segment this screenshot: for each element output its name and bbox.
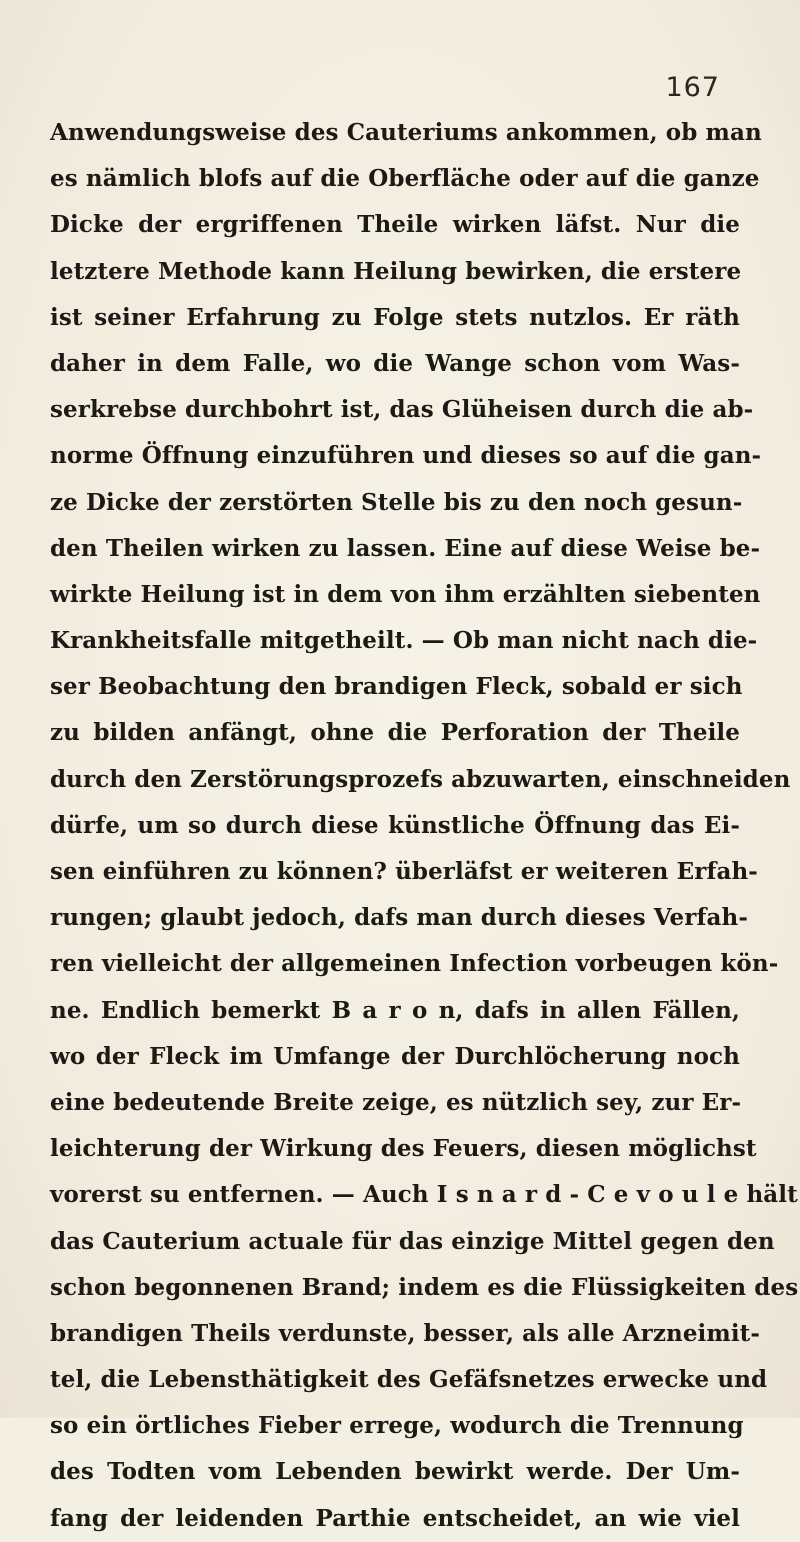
text-line-20: ne. Endlich bemerkt B a r o n, dafs in allen Fällen,: [50, 996, 740, 1024]
body-text: [50, 110, 799, 1542]
text-line-30: des Todten vom Lebenden bewirkt werde. Der Um-: [50, 1458, 740, 1486]
text-line-15: durch den Zerstörungsprozefs abzuwarten, einschneiden: [50, 765, 791, 793]
page-number: 167: [665, 72, 720, 103]
text-line-25: das Cauterium actuale für das einzige Mittel gegen den: [50, 1227, 775, 1255]
text-line-14: zu bilden anfängt, ohne die Perforation der Theile: [50, 719, 740, 747]
text-line-17: sen einführen zu können? überläfst er weiteren Erfah-: [50, 858, 758, 885]
text-line-31: fang der leidenden Parthie entscheidet, an wie viel: [50, 1504, 740, 1532]
text-line-28: tel, die Lebensthätigkeit des Gefäfsnetzes erwecke und: [50, 1366, 768, 1394]
text-line-13: ser Beobachtung den brandigen Fleck, sobald er sich: [50, 673, 743, 701]
text-line-12: Krankheitsfalle mitgetheilt. — Ob man nicht nach die-: [50, 627, 758, 655]
text-line-26: schon begonnenen Brand; indem es die Flüssigkeiten des: [50, 1273, 799, 1301]
text-line-2: es nämlich blofs auf die Oberfläche oder auf die ganze: [50, 165, 760, 193]
text-line-1: Anwendungsweise des Cauteriums ankommen, ob man: [50, 119, 762, 146]
text-line-22: eine bedeutende Breite zeige, es nützlich sey, zur Er-: [50, 1088, 742, 1116]
text-line-21: wo der Fleck im Umfange der Durchlöcherung noch: [50, 1042, 740, 1070]
text-line-16: dürfe, um so durch diese künstliche Öffnung das Ei-: [50, 811, 740, 839]
text-line-18: rungen; glaubt jedoch, dafs man durch dieses Verfah-: [50, 904, 748, 932]
text-line-24: vorerst su entfernen. — Auch I s n a r d - C e v o u l e hält: [50, 1181, 798, 1209]
text-line-4: letztere Methode kann Heilung bewirken, die erstere: [50, 257, 742, 285]
text-line-27: brandigen Theils verdunste, besser, als alle Arzneimit-: [50, 1319, 761, 1347]
text-line-5: ist seiner Erfahrung zu Folge stets nutzlos. Er räth: [50, 303, 740, 331]
text-line-10: den Theilen wirken zu lassen. Eine auf diese Weise be-: [50, 534, 761, 562]
text-line-29: so ein örtliches Fieber errege, wodurch die Trennung: [50, 1412, 744, 1440]
text-line-7: serkrebse durchbohrt ist, das Glüheisen durch die ab-: [50, 396, 754, 424]
text-line-11: wirkte Heilung ist in dem von ihm erzählten siebenten: [50, 580, 761, 608]
text-line-3: Dicke der ergriffenen Theile wirken läfst. Nur die: [50, 211, 740, 239]
text-line-23: leichterung der Wirkung des Feuers, diesen möglichst: [50, 1135, 757, 1163]
text-line-9: ze Dicke der zerstörten Stelle bis zu den noch gesun-: [50, 488, 743, 516]
text-line-6: daher in dem Falle, wo die Wange schon vom Was-: [50, 349, 740, 377]
text-line-8: norme Öffnung einzuführen und dieses so auf die gan-: [50, 442, 762, 470]
text-line-19: ren vielleicht der allgemeinen Infection vorbeugen kön-: [50, 950, 779, 978]
